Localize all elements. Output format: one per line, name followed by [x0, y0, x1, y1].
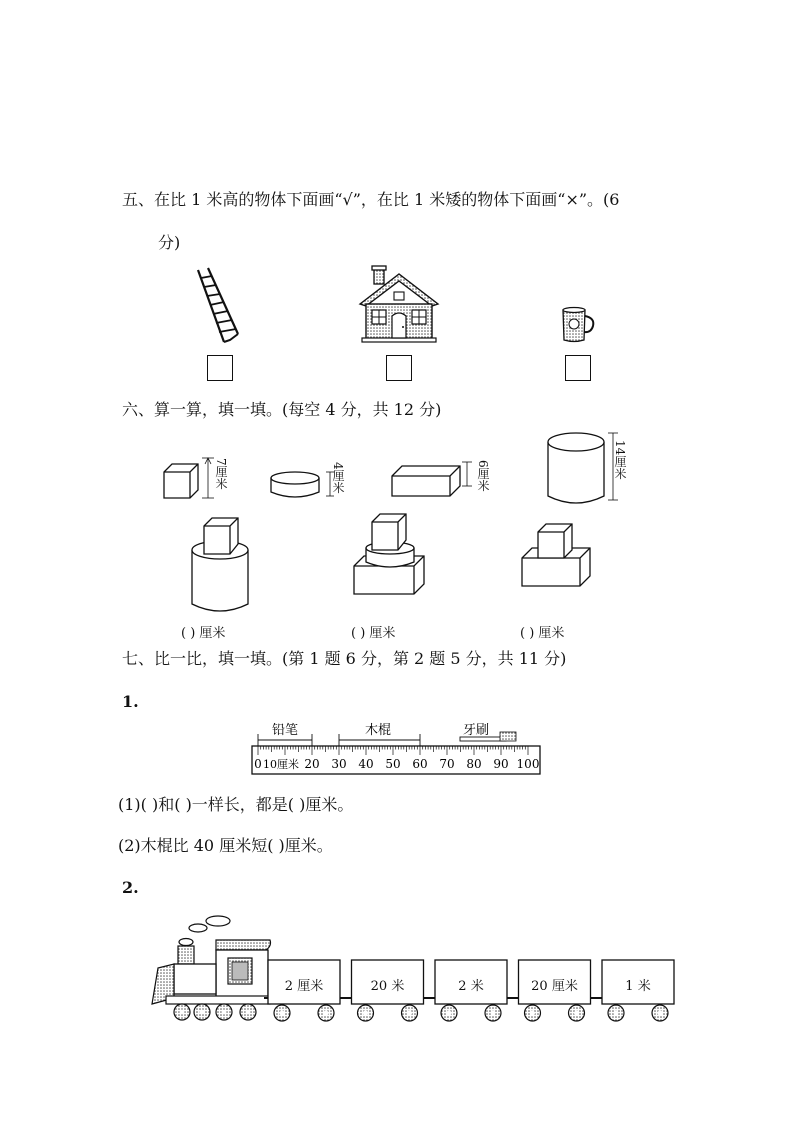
disc-height-label: 4厘米 [331, 462, 345, 494]
ruler-tick-label: 50 [385, 757, 401, 771]
mug-illustration [560, 306, 596, 344]
answer-blank-1[interactable]: ( ) 厘米 [181, 626, 226, 641]
train-car-label: 20 米 [370, 979, 405, 994]
train-car-label: 2 厘米 [284, 979, 324, 994]
stack-cube-on-cylinder [188, 516, 258, 618]
ruler-tick-label: 90 [493, 757, 509, 771]
ruler-label-pencil: 铅笔 [271, 723, 299, 738]
ruler-tick-label: 40 [358, 757, 374, 771]
ruler-label-toothbrush: 牙刷 [462, 723, 490, 738]
block-reference [390, 460, 480, 510]
ruler-tick-label: 10厘米 [263, 758, 299, 771]
ruler [250, 720, 544, 778]
answer-box-house[interactable] [386, 355, 412, 381]
ruler-tick-label: 30 [331, 757, 347, 771]
cylinder-height-label: 14厘米 [613, 440, 627, 480]
question-2-label: 2. [122, 878, 139, 897]
train-locomotive [148, 912, 272, 1024]
section5-title: 五、在比 1 米高的物体下面画“√”，在比 1 米矮的物体下面画“×”。(6 [122, 190, 620, 209]
ruler-tick-label: 60 [412, 757, 428, 771]
ruler-tick-label: 70 [439, 757, 455, 771]
stack-cube-on-block [518, 518, 598, 588]
house-illustration [358, 264, 440, 344]
answer-box-ladder[interactable] [207, 355, 233, 381]
cube-height-label: 7厘米 [214, 458, 228, 490]
ruler-tick-label: 80 [466, 757, 482, 771]
ruler-label-stick: 木棍 [364, 723, 392, 738]
stack-cube-disc-block [350, 510, 430, 600]
answer-blank-2[interactable]: ( ) 厘米 [351, 626, 396, 641]
ruler-tick-label: 0 [254, 757, 262, 771]
answer-blank-3[interactable]: ( ) 厘米 [520, 626, 565, 641]
train-car-label: 1 米 [625, 979, 651, 994]
section7-title: 七、比一比，填一填。(第 1 题 6 分，第 2 题 5 分，共 11 分) [122, 649, 567, 668]
question-1-2: (2)木棍比 40 厘米短( )厘米。 [118, 836, 333, 855]
ladder-illustration [196, 266, 244, 344]
section5-title-continued: 分) [158, 233, 181, 252]
ruler-tick-label: 100 [516, 757, 540, 771]
answer-box-mug[interactable] [565, 355, 591, 381]
question-1-label: 1. [122, 692, 139, 711]
question-1-1: (1)( )和( )一样长，都是( )厘米。 [118, 795, 354, 814]
train-car-label: 2 米 [458, 979, 484, 994]
section6-title: 六、算一算，填一填。(每空 4 分，共 12 分) [122, 400, 442, 419]
block-height-label: 6厘米 [476, 460, 490, 492]
ruler-tick-label: 20 [304, 757, 320, 771]
train-car-label: 20 厘米 [531, 979, 578, 994]
